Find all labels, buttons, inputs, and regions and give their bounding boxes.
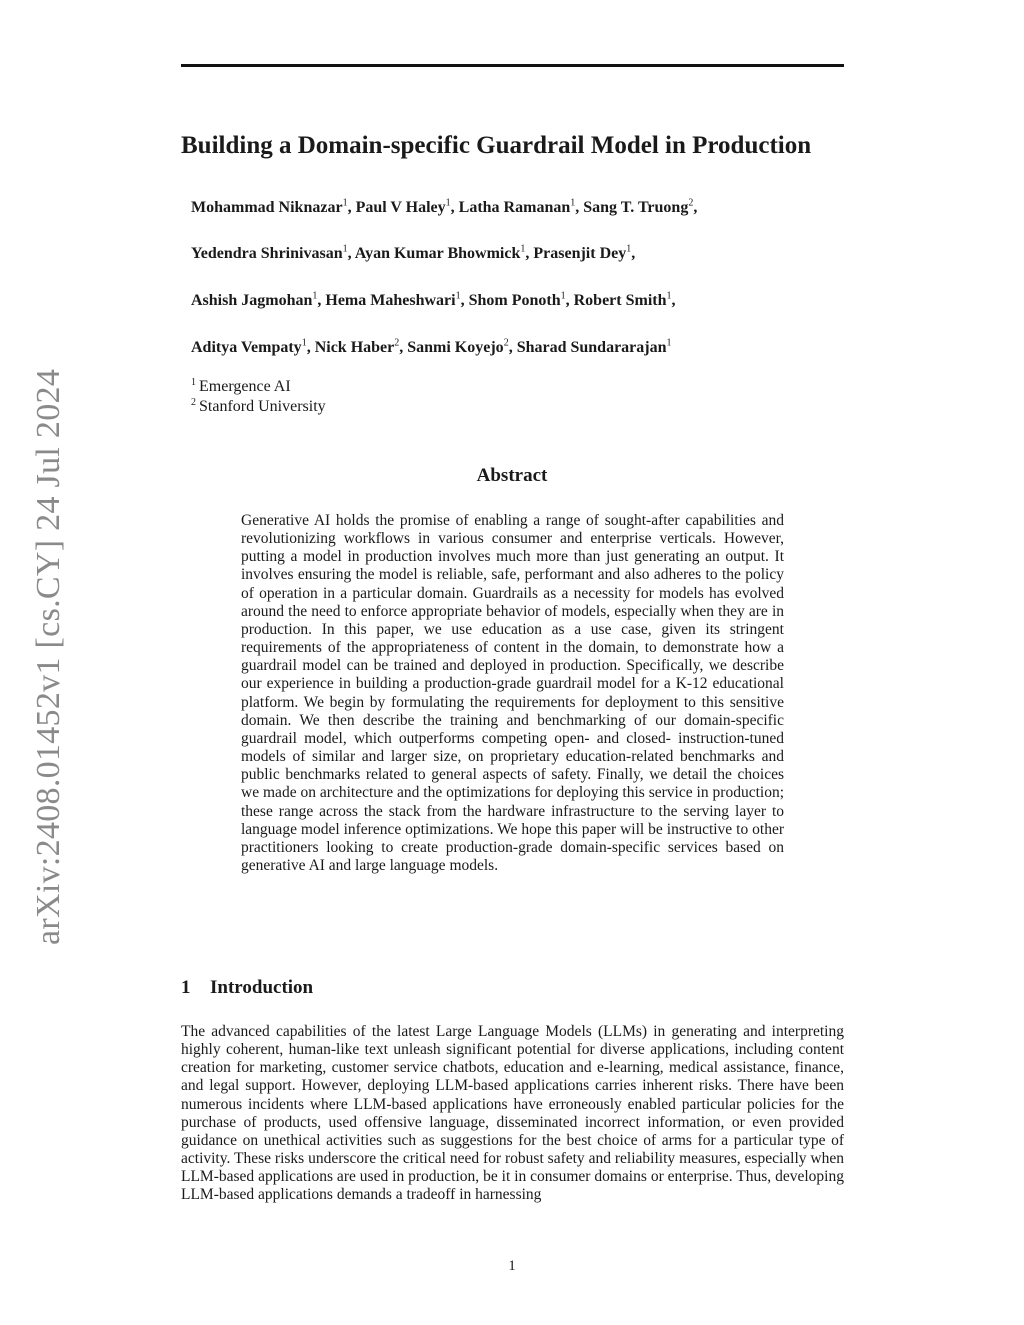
- author-affiliation-mark: 1: [666, 337, 672, 349]
- author-affiliation-mark: 1: [342, 243, 348, 255]
- top-rule: [181, 64, 844, 67]
- abstract-heading: Abstract: [476, 465, 548, 486]
- author-affiliation-mark: 1: [342, 197, 348, 209]
- author-line-4: Aditya Vempaty$^1$, Nick Haber$^2$, Sanmi Koyejo$^2$, Sharad Sundararajan$^1$: [191, 337, 672, 356]
- author-affiliation-mark: 1: [626, 243, 632, 255]
- author-name: Yedendra Shrinivasan: [191, 245, 343, 262]
- author-name: Mohammad Niknazar: [191, 199, 343, 216]
- introduction-text: The advanced capabilities of the latest Large Language Models (LLMs) in generating and interpreting highly coherent, human-like text unleash significant potential for diverse applications, including content creation for marketing, customer service chatbots, education and e-learning, medical assistance, finance, and legal support. However, deploying LLM-based applications carries inherent risks. There have been numerous incidents where LLM-based applications have erroneously enabled particular policies for the purchase of products, used offensive language, disseminated incorrect information, or even provided guidance on unethical activities such as suggestions for the best choice of arms for a particular type of activity. These risks underscore the critical need for robust safety and reliability measures, especially when LLM-based applications are used in production, be it in consumer domains or enterprise. Thus, developing LLM-based applications demands a tradeoff in harnessing: [181, 1023, 844, 1204]
- author-affiliation-mark: 1: [312, 290, 318, 302]
- section-number: 1: [181, 977, 191, 998]
- author-name: Latha Ramanan: [458, 199, 571, 216]
- author-name: Nick Haber: [314, 339, 395, 356]
- author-name: Sharad Sundararajan: [516, 339, 667, 356]
- author-name: Ashish Jagmohan: [191, 292, 313, 309]
- author-name: Sanmi Koyejo: [407, 339, 504, 356]
- author-affiliation-mark: 1: [520, 243, 526, 255]
- author-name: Shom Ponoth: [468, 292, 561, 309]
- paper-title: Building a Domain-specific Guardrail Model in Production: [181, 132, 812, 159]
- affiliation-name: Stanford University: [199, 398, 326, 415]
- author-affiliation-mark: 1: [666, 290, 672, 302]
- author-affiliation-mark: 1: [445, 197, 451, 209]
- abstract-text: Generative AI holds the promise of enabling a range of sought-after capabilities and revolutionizing workflows in various consumer and enterprise verticals. However, putting a model in production involves much more than just generating an output. It involves ensuring the model is reliable, safe, performant and also adheres to the policy of operation in a particular domain. Guardrails as a necessity for models has evolved around the need to enforce appropriate behavior of models, especially when they are in production. In this paper, we use education as a use case, given its stringent requirements of the appropriateness of content in the domain, to demonstrate how a guardrail model can be trained and deployed in production. Specifically, we describe our experience in building a production-grade guardrail model for a K-12 educational platform. We begin by formulating the requirements for deployment to this sensitive domain. We then describe the training and benchmarking of our domain-specific guardrail model, which outperforms competing open- and closed- instruction-tuned models of similar and larger size, on proprietary education-related benchmarks and public benchmarks related to general aspects of safety. Finally, we detail the choices we made on architecture and the optimizations for deploying this service in production; these range across the stack from the hardware infrastructure to the serving layer to language model inference optimizations. We hope this paper will be instructive to other practitioners looking to create production-grade domain-specific services based on generative AI and large language models.: [241, 512, 784, 874]
- author-affiliation-mark: 1: [570, 197, 576, 209]
- author-line-2: Yedendra Shrinivasan$^1$, Ayan Kumar Bhowmick$^1$, Prasenjit Dey$^1$,: [191, 243, 636, 262]
- author-name: Ayan Kumar Bhowmick: [354, 245, 521, 262]
- author-name: Prasenjit Dey: [533, 245, 627, 262]
- arxiv-identifier: arXiv:2408.01452v1 [cs.CY] 24 Jul 2024: [30, 368, 67, 945]
- affiliation-mark: 2: [191, 396, 196, 408]
- author-name: Sang T. Truong: [583, 199, 689, 216]
- author-affiliation-mark: 2: [688, 197, 694, 209]
- author-line-1: Mohammad Niknazar$^1$, Paul V Haley$^1$, Latha Ramanan$^1$, Sang T. Truong$^2$,: [191, 197, 698, 216]
- author-name: Robert Smith: [573, 292, 667, 309]
- author-name: Aditya Vempaty: [191, 339, 302, 356]
- page-number: 1: [508, 1258, 516, 1274]
- author-affiliation-mark: 1: [301, 337, 307, 349]
- affiliation-name: Emergence AI: [199, 378, 291, 395]
- author-affiliation-mark: 2: [503, 337, 509, 349]
- affiliation-mark: 1: [191, 376, 196, 388]
- author-affiliation-mark: 1: [560, 290, 566, 302]
- author-affiliation-mark: 1: [455, 290, 461, 302]
- affiliation-2: [191, 397, 326, 417]
- author-name: Paul V Haley: [355, 199, 446, 216]
- section-title: Introduction: [210, 977, 314, 998]
- affiliation-1: [191, 377, 291, 397]
- section-heading: [181, 976, 313, 1000]
- author-name: Hema Maheshwari: [325, 292, 456, 309]
- author-affiliation-mark: 2: [394, 337, 400, 349]
- author-line-3: Ashish Jagmohan$^1$, Hema Maheshwari$^1$, Shom Ponoth$^1$, Robert Smith$^1$,: [191, 290, 676, 309]
